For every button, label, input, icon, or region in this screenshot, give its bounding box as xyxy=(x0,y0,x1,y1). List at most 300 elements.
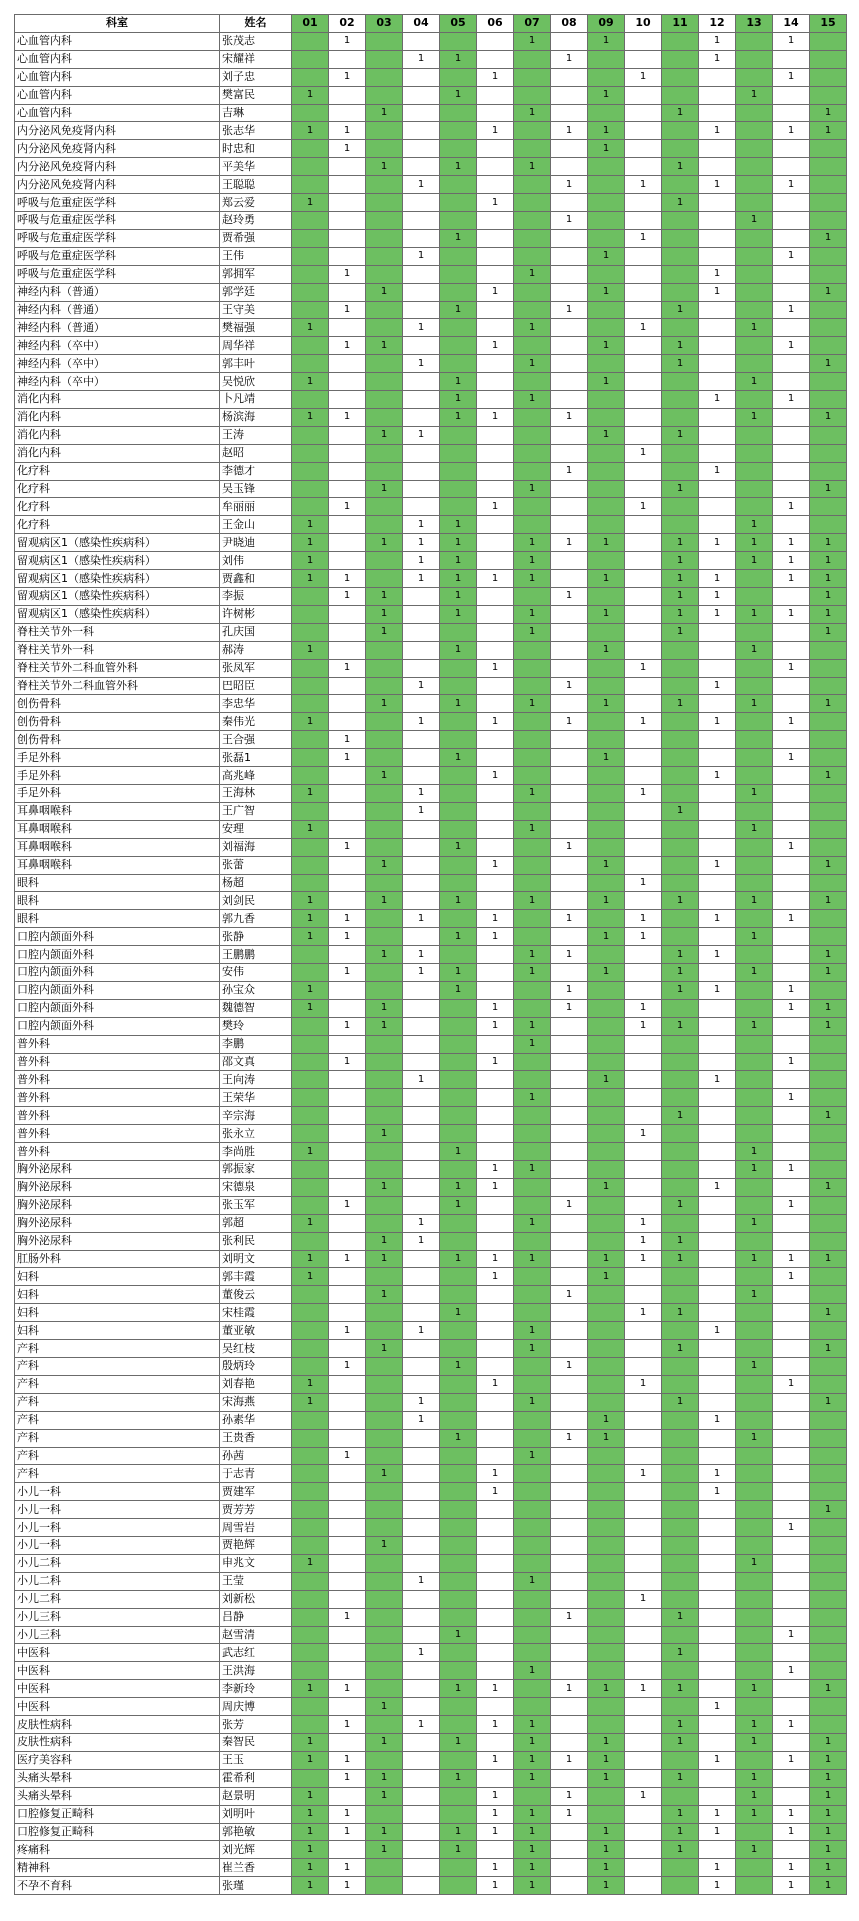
duty-cell-12 xyxy=(699,1644,736,1662)
duty-cell-01 xyxy=(292,1447,329,1465)
duty-cell-04 xyxy=(403,928,440,946)
duty-cell-09: 1 xyxy=(588,695,625,713)
duty-cell-07 xyxy=(514,462,551,480)
duty-cell-03: 1 xyxy=(366,767,403,785)
duty-cell-01: 1 xyxy=(292,999,329,1017)
duty-cell-03: 1 xyxy=(366,1769,403,1787)
dept-cell: 产科 xyxy=(15,1447,220,1465)
duty-cell-06: 1 xyxy=(477,1053,514,1071)
duty-cell-05 xyxy=(440,337,477,355)
duty-cell-04: 1 xyxy=(403,1214,440,1232)
duty-cell-09 xyxy=(588,498,625,516)
duty-cell-06 xyxy=(477,104,514,122)
duty-cell-03 xyxy=(366,1429,403,1447)
duty-cell-01 xyxy=(292,1161,329,1179)
duty-cell-04 xyxy=(403,1662,440,1680)
duty-cell-08: 1 xyxy=(551,1680,588,1698)
duty-cell-07: 1 xyxy=(514,784,551,802)
duty-cell-07 xyxy=(514,731,551,749)
duty-cell-12 xyxy=(699,695,736,713)
duty-cell-02 xyxy=(329,1429,366,1447)
duty-cell-02 xyxy=(329,1554,366,1572)
duty-cell-15: 1 xyxy=(810,605,847,623)
duty-cell-07: 1 xyxy=(514,892,551,910)
duty-cell-13 xyxy=(736,355,773,373)
duty-cell-07: 1 xyxy=(514,480,551,498)
duty-cell-09: 1 xyxy=(588,534,625,552)
duty-cell-01 xyxy=(292,480,329,498)
duty-cell-03 xyxy=(366,659,403,677)
duty-cell-02: 1 xyxy=(329,731,366,749)
name-cell: 刘福海 xyxy=(220,838,292,856)
name-cell: 郝涛 xyxy=(220,641,292,659)
duty-cell-14: 1 xyxy=(773,1823,810,1841)
table-row xyxy=(15,1465,847,1483)
duty-cell-15 xyxy=(810,86,847,104)
duty-cell-04 xyxy=(403,1053,440,1071)
duty-cell-11: 1 xyxy=(662,1769,699,1787)
duty-cell-12 xyxy=(699,1214,736,1232)
table-row xyxy=(15,1268,847,1286)
duty-cell-03: 1 xyxy=(366,1340,403,1358)
duty-cell-10 xyxy=(625,802,662,820)
duty-cell-07 xyxy=(514,1554,551,1572)
duty-cell-13: 1 xyxy=(736,1286,773,1304)
duty-cell-10 xyxy=(625,516,662,534)
name-cell: 刘子忠 xyxy=(220,68,292,86)
duty-cell-13 xyxy=(736,1662,773,1680)
duty-cell-10 xyxy=(625,1823,662,1841)
duty-cell-05 xyxy=(440,713,477,731)
duty-cell-13 xyxy=(736,1626,773,1644)
duty-cell-04 xyxy=(403,1375,440,1393)
duty-cell-06: 1 xyxy=(477,1483,514,1501)
table-row xyxy=(15,964,847,982)
duty-cell-12: 1 xyxy=(699,1071,736,1089)
duty-cell-14 xyxy=(773,1357,810,1375)
duty-cell-13 xyxy=(736,1537,773,1555)
duty-cell-15 xyxy=(810,337,847,355)
duty-cell-15: 1 xyxy=(810,856,847,874)
duty-cell-15: 1 xyxy=(810,695,847,713)
duty-cell-08: 1 xyxy=(551,176,588,194)
duty-cell-13: 1 xyxy=(736,1357,773,1375)
duty-cell-03 xyxy=(366,1107,403,1125)
schedule-table xyxy=(14,14,847,1895)
duty-cell-03: 1 xyxy=(366,1841,403,1859)
duty-cell-11: 1 xyxy=(662,1823,699,1841)
duty-cell-08 xyxy=(551,1125,588,1143)
duty-cell-06 xyxy=(477,820,514,838)
duty-cell-11 xyxy=(662,659,699,677)
duty-cell-14 xyxy=(773,1537,810,1555)
duty-cell-14: 1 xyxy=(773,176,810,194)
duty-cell-02 xyxy=(329,1644,366,1662)
duty-cell-15 xyxy=(810,749,847,767)
duty-cell-02 xyxy=(329,1107,366,1125)
duty-cell-11: 1 xyxy=(662,337,699,355)
duty-cell-01 xyxy=(292,767,329,785)
table-row xyxy=(15,1125,847,1143)
duty-cell-13: 1 xyxy=(736,892,773,910)
duty-cell-08 xyxy=(551,1304,588,1322)
duty-cell-08 xyxy=(551,247,588,265)
duty-cell-02 xyxy=(329,1268,366,1286)
table-row xyxy=(15,408,847,426)
table-row xyxy=(15,1626,847,1644)
table-row xyxy=(15,1375,847,1393)
duty-cell-08 xyxy=(551,373,588,391)
duty-cell-13 xyxy=(736,283,773,301)
name-cell: 刘伟 xyxy=(220,552,292,570)
duty-cell-05: 1 xyxy=(440,1357,477,1375)
duty-cell-13 xyxy=(736,229,773,247)
duty-cell-01: 1 xyxy=(292,1680,329,1698)
duty-cell-09 xyxy=(588,1125,625,1143)
duty-cell-15: 1 xyxy=(810,892,847,910)
duty-cell-08: 1 xyxy=(551,946,588,964)
dept-cell: 妇科 xyxy=(15,1322,220,1340)
duty-cell-09: 1 xyxy=(588,373,625,391)
table-row xyxy=(15,1841,847,1859)
duty-cell-06: 1 xyxy=(477,1859,514,1877)
duty-cell-11 xyxy=(662,1053,699,1071)
duty-cell-15 xyxy=(810,838,847,856)
duty-cell-09: 1 xyxy=(588,1178,625,1196)
duty-cell-12: 1 xyxy=(699,1859,736,1877)
duty-cell-05: 1 xyxy=(440,588,477,606)
dept-cell: 呼吸与危重症医学科 xyxy=(15,247,220,265)
duty-cell-04: 1 xyxy=(403,50,440,68)
duty-cell-02 xyxy=(329,462,366,480)
table-row xyxy=(15,1537,847,1555)
duty-cell-07 xyxy=(514,1787,551,1805)
name-cell: 李振 xyxy=(220,588,292,606)
duty-cell-03 xyxy=(366,552,403,570)
duty-cell-02: 1 xyxy=(329,1680,366,1698)
duty-cell-01 xyxy=(292,1196,329,1214)
duty-cell-01 xyxy=(292,1071,329,1089)
name-cell: 杨超 xyxy=(220,874,292,892)
duty-cell-01 xyxy=(292,695,329,713)
duty-cell-04 xyxy=(403,641,440,659)
name-cell: 宋海燕 xyxy=(220,1393,292,1411)
duty-cell-02: 1 xyxy=(329,749,366,767)
duty-cell-08 xyxy=(551,426,588,444)
duty-cell-13 xyxy=(736,570,773,588)
duty-cell-13 xyxy=(736,1375,773,1393)
duty-cell-15 xyxy=(810,713,847,731)
duty-cell-06 xyxy=(477,1447,514,1465)
duty-cell-03 xyxy=(366,981,403,999)
duty-cell-01 xyxy=(292,1053,329,1071)
duty-cell-09 xyxy=(588,1035,625,1053)
duty-cell-03 xyxy=(366,749,403,767)
duty-cell-13 xyxy=(736,1823,773,1841)
duty-cell-10 xyxy=(625,1035,662,1053)
duty-cell-12 xyxy=(699,1787,736,1805)
duty-cell-03 xyxy=(366,211,403,229)
duty-cell-15 xyxy=(810,265,847,283)
duty-cell-02 xyxy=(329,1698,366,1716)
table-row xyxy=(15,211,847,229)
duty-cell-06 xyxy=(477,874,514,892)
table-row xyxy=(15,856,847,874)
dept-cell: 中医科 xyxy=(15,1698,220,1716)
duty-cell-03 xyxy=(366,838,403,856)
duty-cell-02 xyxy=(329,1572,366,1590)
name-cell: 吴红枝 xyxy=(220,1340,292,1358)
duty-cell-09: 1 xyxy=(588,1823,625,1841)
duty-cell-03 xyxy=(366,1501,403,1519)
dept-cell: 普外科 xyxy=(15,1089,220,1107)
duty-cell-11 xyxy=(662,1125,699,1143)
duty-cell-03: 1 xyxy=(366,605,403,623)
duty-cell-08 xyxy=(551,802,588,820)
table-row xyxy=(15,623,847,641)
duty-cell-09: 1 xyxy=(588,605,625,623)
duty-cell-15 xyxy=(810,1572,847,1590)
duty-cell-06 xyxy=(477,695,514,713)
table-row xyxy=(15,1304,847,1322)
duty-cell-05: 1 xyxy=(440,1680,477,1698)
duty-cell-05 xyxy=(440,802,477,820)
name-cell: 张永立 xyxy=(220,1125,292,1143)
duty-cell-04 xyxy=(403,140,440,158)
duty-cell-08 xyxy=(551,1537,588,1555)
duty-cell-11 xyxy=(662,391,699,409)
duty-cell-02: 1 xyxy=(329,68,366,86)
duty-cell-04 xyxy=(403,1250,440,1268)
duty-cell-02 xyxy=(329,1465,366,1483)
duty-cell-14 xyxy=(773,140,810,158)
duty-cell-05: 1 xyxy=(440,408,477,426)
duty-cell-10 xyxy=(625,480,662,498)
dept-cell: 呼吸与危重症医学科 xyxy=(15,211,220,229)
duty-cell-01: 1 xyxy=(292,1268,329,1286)
duty-cell-07: 1 xyxy=(514,1250,551,1268)
duty-cell-11: 1 xyxy=(662,1734,699,1752)
duty-cell-04 xyxy=(403,211,440,229)
duty-cell-08 xyxy=(551,1554,588,1572)
day-header-03: 03 xyxy=(366,15,403,33)
duty-cell-03 xyxy=(366,802,403,820)
duty-cell-05 xyxy=(440,1716,477,1734)
name-cell: 李尚胜 xyxy=(220,1143,292,1161)
duty-cell-01 xyxy=(292,462,329,480)
duty-cell-10 xyxy=(625,408,662,426)
duty-cell-11: 1 xyxy=(662,480,699,498)
duty-cell-14 xyxy=(773,623,810,641)
duty-cell-06 xyxy=(477,1841,514,1859)
duty-cell-13 xyxy=(736,659,773,677)
duty-cell-15 xyxy=(810,68,847,86)
duty-cell-01 xyxy=(292,588,329,606)
duty-cell-05: 1 xyxy=(440,605,477,623)
duty-cell-14: 1 xyxy=(773,1196,810,1214)
dept-cell: 肛肠外科 xyxy=(15,1250,220,1268)
duty-cell-02: 1 xyxy=(329,408,366,426)
duty-cell-13 xyxy=(736,426,773,444)
duty-cell-07: 1 xyxy=(514,355,551,373)
duty-cell-03 xyxy=(366,1268,403,1286)
duty-cell-01: 1 xyxy=(292,408,329,426)
duty-cell-01 xyxy=(292,1501,329,1519)
duty-cell-05 xyxy=(440,1519,477,1537)
duty-cell-02 xyxy=(329,1501,366,1519)
duty-cell-01: 1 xyxy=(292,1143,329,1161)
duty-cell-13: 1 xyxy=(736,1161,773,1179)
duty-cell-15 xyxy=(810,426,847,444)
table-row xyxy=(15,301,847,319)
duty-cell-14 xyxy=(773,1017,810,1035)
duty-cell-04 xyxy=(403,104,440,122)
name-cell: 刘剑民 xyxy=(220,892,292,910)
table-row xyxy=(15,498,847,516)
duty-cell-14 xyxy=(773,1590,810,1608)
duty-cell-09: 1 xyxy=(588,1268,625,1286)
duty-cell-15 xyxy=(810,802,847,820)
duty-cell-02 xyxy=(329,1375,366,1393)
name-cell: 王金山 xyxy=(220,516,292,534)
duty-cell-10 xyxy=(625,552,662,570)
duty-cell-03 xyxy=(366,86,403,104)
duty-cell-14: 1 xyxy=(773,1375,810,1393)
duty-cell-07 xyxy=(514,283,551,301)
duty-cell-07 xyxy=(514,838,551,856)
duty-cell-15 xyxy=(810,659,847,677)
name-cell: 张玉军 xyxy=(220,1196,292,1214)
duty-cell-04 xyxy=(403,1125,440,1143)
name-cell: 高兆峰 xyxy=(220,767,292,785)
duty-cell-07 xyxy=(514,122,551,140)
duty-cell-07 xyxy=(514,1644,551,1662)
duty-cell-03: 1 xyxy=(366,1734,403,1752)
duty-cell-14 xyxy=(773,408,810,426)
dept-cell: 不孕不育科 xyxy=(15,1877,220,1895)
duty-cell-08 xyxy=(551,1375,588,1393)
duty-cell-08 xyxy=(551,1716,588,1734)
duty-cell-10 xyxy=(625,86,662,104)
duty-cell-11 xyxy=(662,319,699,337)
duty-cell-05: 1 xyxy=(440,641,477,659)
duty-cell-10 xyxy=(625,50,662,68)
duty-cell-03 xyxy=(366,1554,403,1572)
duty-cell-13: 1 xyxy=(736,1143,773,1161)
duty-cell-11 xyxy=(662,498,699,516)
duty-cell-09: 1 xyxy=(588,140,625,158)
duty-cell-01 xyxy=(292,265,329,283)
dept-cell: 内分泌风免疫肾内科 xyxy=(15,140,220,158)
duty-cell-03 xyxy=(366,1626,403,1644)
duty-cell-12: 1 xyxy=(699,856,736,874)
table-row xyxy=(15,194,847,212)
dept-cell: 胸外泌尿科 xyxy=(15,1232,220,1250)
duty-cell-08 xyxy=(551,32,588,50)
duty-cell-11 xyxy=(662,1411,699,1429)
duty-cell-04: 1 xyxy=(403,319,440,337)
duty-cell-15 xyxy=(810,32,847,50)
duty-cell-10 xyxy=(625,1143,662,1161)
duty-cell-06 xyxy=(477,946,514,964)
duty-cell-05 xyxy=(440,1053,477,1071)
duty-cell-09: 1 xyxy=(588,570,625,588)
duty-cell-08 xyxy=(551,1447,588,1465)
duty-cell-11: 1 xyxy=(662,964,699,982)
duty-cell-04 xyxy=(403,1769,440,1787)
duty-cell-12 xyxy=(699,86,736,104)
duty-cell-04 xyxy=(403,1268,440,1286)
duty-cell-07 xyxy=(514,1698,551,1716)
duty-cell-06: 1 xyxy=(477,1680,514,1698)
duty-cell-10 xyxy=(625,1716,662,1734)
header-row xyxy=(15,15,847,33)
dept-cell: 内分泌风免疫肾内科 xyxy=(15,158,220,176)
duty-cell-05 xyxy=(440,1465,477,1483)
duty-cell-01 xyxy=(292,1107,329,1125)
duty-cell-09 xyxy=(588,1089,625,1107)
duty-cell-03 xyxy=(366,1751,403,1769)
duty-cell-13 xyxy=(736,1107,773,1125)
duty-cell-14 xyxy=(773,355,810,373)
duty-cell-09: 1 xyxy=(588,1734,625,1752)
duty-cell-04: 1 xyxy=(403,176,440,194)
duty-cell-13: 1 xyxy=(736,820,773,838)
duty-cell-11: 1 xyxy=(662,1644,699,1662)
duty-cell-01: 1 xyxy=(292,1393,329,1411)
duty-cell-01 xyxy=(292,247,329,265)
duty-cell-13: 1 xyxy=(736,211,773,229)
duty-cell-14 xyxy=(773,373,810,391)
duty-cell-15: 1 xyxy=(810,1877,847,1895)
name-cell: 郭超 xyxy=(220,1214,292,1232)
dept-cell: 脊柱关节外一科 xyxy=(15,641,220,659)
table-row xyxy=(15,1572,847,1590)
duty-cell-06 xyxy=(477,552,514,570)
duty-cell-04 xyxy=(403,856,440,874)
duty-cell-06 xyxy=(477,1554,514,1572)
duty-cell-07: 1 xyxy=(514,1751,551,1769)
duty-cell-01 xyxy=(292,1644,329,1662)
duty-cell-12 xyxy=(699,140,736,158)
duty-cell-11 xyxy=(662,462,699,480)
table-row xyxy=(15,999,847,1017)
duty-cell-02 xyxy=(329,1537,366,1555)
duty-cell-03 xyxy=(366,140,403,158)
table-row xyxy=(15,122,847,140)
table-row xyxy=(15,1698,847,1716)
duty-cell-05: 1 xyxy=(440,158,477,176)
name-cell: 刘春艳 xyxy=(220,1375,292,1393)
duty-cell-13 xyxy=(736,874,773,892)
duty-cell-13 xyxy=(736,1393,773,1411)
duty-cell-11 xyxy=(662,1626,699,1644)
duty-cell-02 xyxy=(329,1304,366,1322)
duty-cell-15: 1 xyxy=(810,229,847,247)
duty-cell-03 xyxy=(366,1393,403,1411)
duty-cell-08 xyxy=(551,964,588,982)
duty-cell-10 xyxy=(625,1178,662,1196)
name-cell: 安理 xyxy=(220,820,292,838)
duty-cell-12: 1 xyxy=(699,1823,736,1841)
duty-cell-14 xyxy=(773,1071,810,1089)
duty-cell-11 xyxy=(662,32,699,50)
dept-cell: 胸外泌尿科 xyxy=(15,1161,220,1179)
duty-cell-15: 1 xyxy=(810,1304,847,1322)
dept-cell: 口腔内颌面外科 xyxy=(15,1017,220,1035)
duty-cell-12: 1 xyxy=(699,265,736,283)
duty-cell-05 xyxy=(440,820,477,838)
